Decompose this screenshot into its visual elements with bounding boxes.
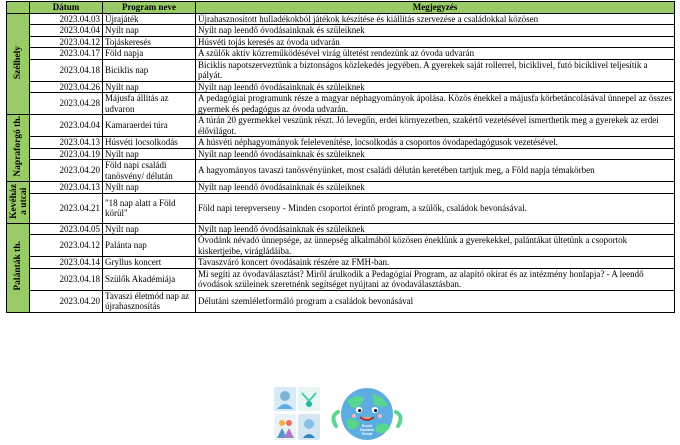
row-note: Nyílt nap leendő óvodásainknak és szüleiknek [196, 182, 675, 194]
table-row [7, 59, 675, 81]
schedule-table [6, 1, 675, 313]
group-label: Kevéház a utcai [9, 183, 29, 219]
row-note: A hagyományos tavaszi tanösvényünket, most családi délután keretében tartjuk meg, a Föld napja témakörben [196, 160, 675, 182]
row-program: Tojáskeresés [103, 36, 196, 48]
logo-tile-top-right-icon [298, 387, 320, 411]
table-row [7, 81, 675, 93]
table-row [7, 148, 675, 160]
table-row [7, 268, 675, 290]
row-note: Húsvéti tojás keresés az óvoda udvarán [196, 36, 675, 48]
group-label-cell [7, 223, 30, 312]
earth-globe-icon [326, 386, 408, 442]
row-program: Májusfa állítás az udvaron [103, 93, 196, 115]
row-note: Mi segíti az óvodaválasztást? Miről árulkodik a Pedagógiai Program, az alapító okirat és az intézmény honlapja? - A leendő óvodások szüleinek szeretnénk segítséget nyújtani az óvodaválasztásban. [196, 268, 675, 290]
row-program: Nyílt nap [103, 81, 196, 93]
logo-tile-top-left-icon [274, 387, 296, 411]
row-date: 2023.04.12 [30, 36, 103, 48]
table-row [7, 257, 675, 269]
row-note: Nyílt nap leendő óvodásainknak és szüleiknek [196, 223, 675, 235]
row-note: Tavaszváró koncert óvodásaink részére az FMH-ban. [196, 257, 675, 269]
row-program: Kamaraerdei túra [103, 115, 196, 137]
table-row [7, 235, 675, 257]
row-program: Tavaszi életmód nap az újrahasznosítás [103, 290, 196, 312]
table-row [7, 115, 675, 137]
row-note: Délutáni szemléletformáló program a családok bevonásával [196, 290, 675, 312]
table-row [7, 193, 675, 223]
table-row [7, 182, 675, 194]
row-date: 2023.04.13 [30, 182, 103, 194]
row-program: Húsvéti locsolkodás [103, 137, 196, 149]
row-program: Nyílt nap [103, 25, 196, 37]
group-label-cell [7, 182, 30, 224]
table-row [7, 223, 675, 235]
header-group-cell [7, 2, 30, 14]
row-date: 2023.04.12 [30, 235, 103, 257]
kindergarten-logo [270, 386, 410, 442]
logo-text-line1: Ecseri [361, 424, 373, 428]
row-program: Palánta nap [103, 235, 196, 257]
row-date: 2023.04.18 [30, 59, 103, 81]
row-program: Föld napja [103, 48, 196, 60]
row-date: 2023.04.04 [30, 115, 103, 137]
table-row [7, 25, 675, 37]
row-program: Nyílt nap [103, 223, 196, 235]
row-note: Óvodánk névadó ünnepsége, az ünnepség alkalmából közösen éneklünk a gyerekekkel, palántákat ültetünk a csoportok kiskertjeibe, virágládáiba. [196, 235, 675, 257]
row-date: 2023.04.17 [30, 48, 103, 60]
table-row [7, 13, 675, 25]
row-program: Nyílt nap [103, 148, 196, 160]
row-note: Nyílt nap leendő óvodásainknak és szüleiknek [196, 81, 675, 93]
logo-text-line3: Óvoda [361, 432, 373, 436]
row-date: 2023.04.26 [30, 81, 103, 93]
row-date: 2023.04.21 [30, 193, 103, 223]
logo-tile-bottom-left-icon [274, 414, 296, 440]
row-date: 2023.04.05 [30, 223, 103, 235]
row-date: 2023.04.20 [30, 290, 103, 312]
row-program: Biciklis nap [103, 59, 196, 81]
row-program: Újrajáték [103, 13, 196, 25]
table-row [7, 160, 675, 182]
header-notes: Megjegyzés [196, 2, 675, 14]
logo-tile-bottom-right-icon [298, 414, 320, 440]
row-date: 2023.04.28 [30, 93, 103, 115]
table-row [7, 93, 675, 115]
row-note: Újrahasznosított hulladékokból játékok készítése és kiállítás szervezése a családokkal közösen [196, 13, 675, 25]
row-note: Föld napi terepverseny - Minden csoportot érintő program, a szülők, családok bevonásával. [196, 193, 675, 223]
row-date: 2023.04.14 [30, 257, 103, 269]
group-label-cell [7, 115, 30, 182]
group-label: Napraforgó th. [13, 116, 23, 178]
row-date: 2023.04.18 [30, 268, 103, 290]
row-date: 2023.04.19 [30, 148, 103, 160]
row-date: 2023.04.03 [30, 13, 103, 25]
table-row [7, 36, 675, 48]
group-label-cell [7, 13, 30, 115]
row-note: A húsvéti néphagyományok felelevenítése, locsolkodás a csoportos óvodapedagógusok vezetésével. [196, 137, 675, 149]
header-date: Dátum [30, 2, 103, 14]
header-program: Program neve [103, 2, 196, 14]
table-header-row [7, 2, 675, 14]
logo-text-line2: Kanizsai [360, 428, 374, 432]
row-program: Nyílt nap [103, 182, 196, 194]
table-row [7, 48, 675, 60]
row-note: Nyílt nap leendő óvodásainknak és szüleiknek [196, 148, 675, 160]
row-note: Nyílt nap leendő óvodásainknak és szüleiknek [196, 25, 675, 37]
row-program: Szülők Akadémiája [103, 268, 196, 290]
row-note: A pedagógiai programunk része a magyar néphagyományok ápolása. Közös énekkel a májusfa körbetáncolásával ünnepel az összes gyermek és pedagógus az óvoda udvarán. [196, 93, 675, 115]
row-date: 2023.04.20 [30, 160, 103, 182]
row-program: Föld napi családi tanösvény/ délután [103, 160, 196, 182]
row-note: Biciklis napotszerveztünk a biztonságos közlekedés jegyében. A gyerekek saját rollerrel, biciklivel, futó biciklivel teljesítik a pályát. [196, 59, 675, 81]
row-date: 2023.04.13 [30, 137, 103, 149]
row-note: A túrán 20 gyermekkel veszünk részt. Jó levegőn, erdei környezetben, szakértő vezetésével ismerthetik meg a gyerekek az erdei élővilágot. [196, 115, 675, 137]
table-row [7, 137, 675, 149]
row-program: Gryllus koncert [103, 257, 196, 269]
table-row [7, 290, 675, 312]
row-note: A szülők aktív közreműködésével virág ültetést rendezünk az óvoda udvarán [196, 48, 675, 60]
row-date: 2023.04.04 [30, 25, 103, 37]
group-label: Szélhely [13, 45, 23, 80]
group-label: Palánták th. [13, 241, 23, 292]
row-program: "18 nap alatt a Föld körül" [103, 193, 196, 223]
